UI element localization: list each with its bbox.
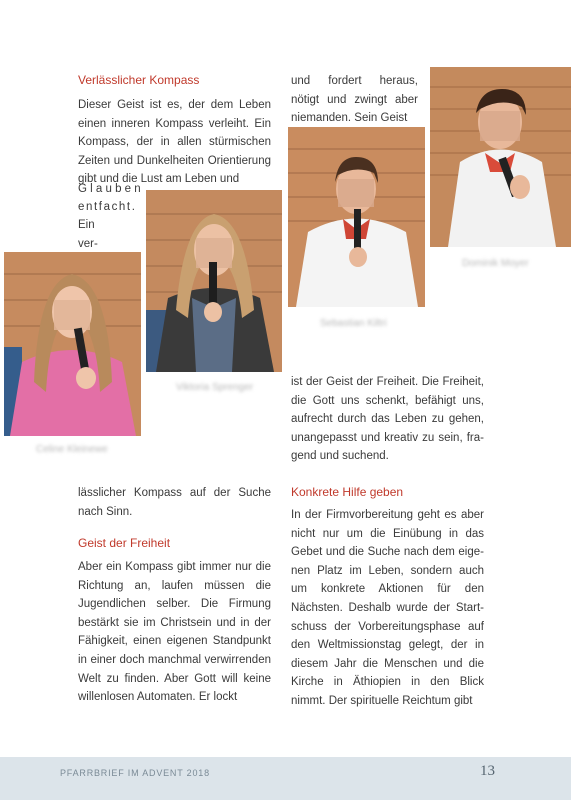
caption-photo-1: Celine Kleinewe	[36, 444, 108, 455]
paragraph-freedom-top: und fordert heraus, nötigt und zwingt aber niemanden. Sein Geist	[291, 75, 418, 125]
paragraph-compass-b1: Glauben	[78, 183, 144, 195]
photo-youth-4-image	[430, 67, 571, 247]
heading-konkrete-hilfe: Konkrete Hilfe geben	[291, 485, 404, 499]
photo-youth-3-image	[288, 127, 425, 307]
photo-youth-1	[4, 252, 141, 436]
page-number: 13	[480, 763, 495, 779]
paragraph-freedom: Aber ein Kompass gibt immer nur die Richtung an, laufen müssen die Jugendlichen selber. Die Firmung bestärkt sie im Christsein und in der Fähigkeit, einen eigenen Standpunkt in einer doch manchmal verwirrenden Welt zu finden. Aber Gott will keine willenlosen Automaten. Er lockt	[78, 561, 271, 704]
paragraph-compass-a: Dieser Geist ist es, der dem Leben einen inneren Kompass verleiht. Ein Kompass, der in allen stürmischen Zeiten und Dunkelheiten Orientierung gibt und die Lust am Leben und	[78, 99, 271, 186]
caption-photo-4: Dominik Moyer	[462, 258, 529, 269]
caption-photo-3: Sebastian Kiltri	[320, 318, 387, 329]
caption-photo-2: Viktoria Sprenger	[176, 382, 254, 393]
paragraph-help: In der Firmvorbereitung geht es aber nicht nur um die Einübung in das Gebet und die Suche nach dem eigenen Platz im Leben, sondern auch um konkrete Aktionen für den Nächsten. Deshalb wurde der Startschuss der Vorbereitungsphase auf den Weltmissionstag gelegt, der in diesem Jahr die Menschen und die Kirche in Äthiopien in den Blick nimmt. Der spirituelle Reichtum gibt	[291, 509, 484, 707]
paragraph-compass-b2: entfacht.	[78, 201, 137, 213]
paragraph-freedom-continued: ist der Geist der Freiheit. Die Freiheit, die Gott uns schenkt, befähigt uns, aufrecht durch das Leben zu gehen, unangepasst und kreativ zu sein, fragend und suchend.	[291, 376, 484, 463]
photo-youth-3	[288, 127, 425, 307]
photo-youth-2	[146, 190, 282, 372]
paragraph-compass-b3: Ein ver-	[78, 219, 98, 250]
photo-youth-2-image	[146, 190, 282, 372]
photo-youth-4	[430, 67, 571, 247]
heading-geist-der-freiheit: Geist der Freiheit	[78, 536, 171, 550]
paragraph-compass-c: lässlicher Kompass auf der Suche nach Sinn.	[78, 487, 271, 518]
heading-verlaesslicher-kompass: Verlässlicher Kompass	[78, 73, 200, 87]
footer-title: PFARRBRIEF IM ADVENT 2018	[60, 768, 210, 778]
photo-youth-1-image	[4, 252, 141, 436]
